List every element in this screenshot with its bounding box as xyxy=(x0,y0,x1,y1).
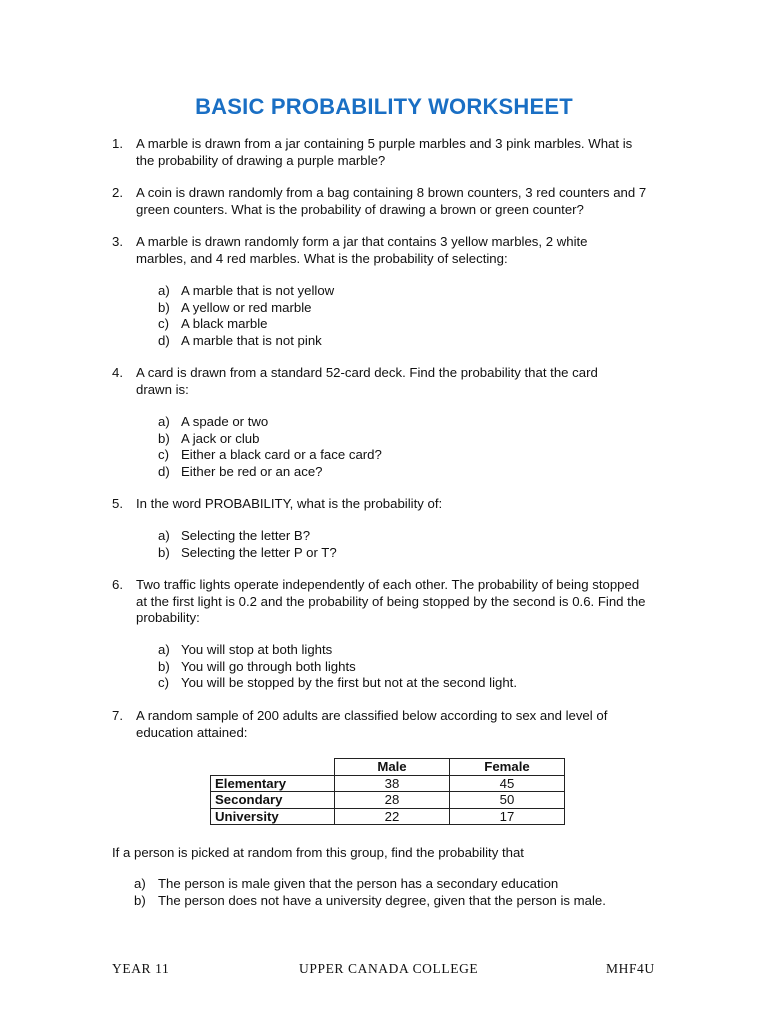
list-item: c) A black marble xyxy=(158,316,268,331)
followup-text: If a person is picked at random from this group, find the probability that xyxy=(112,845,524,860)
list-item: a) A spade or two xyxy=(158,414,269,429)
question-number: 3. xyxy=(112,234,123,249)
table-header-blank xyxy=(211,759,335,776)
table-row xyxy=(211,775,565,792)
table-cell: 22 xyxy=(335,808,450,825)
question-1 xyxy=(112,136,652,169)
row-label: Secondary xyxy=(211,792,335,809)
question-5-options xyxy=(158,528,678,561)
question-text: A marble is drawn from a jar containing 5 purple marbles and 3 pink marbles. What is the probability of drawing a purple marble? xyxy=(136,136,633,168)
question-number: 2. xyxy=(112,185,123,200)
list-item: a) The person is male given that the person has a secondary education xyxy=(134,876,559,891)
question-5 xyxy=(112,496,652,513)
question-4-options xyxy=(158,414,678,480)
list-item: a) You will stop at both lights xyxy=(158,642,333,657)
row-label: Elementary xyxy=(211,775,335,792)
table-cell: 28 xyxy=(335,792,450,809)
question-number: 6. xyxy=(112,577,123,592)
list-item: b) Selecting the letter P or T? xyxy=(158,544,337,560)
question-6 xyxy=(112,577,652,627)
question-6-options xyxy=(158,642,678,692)
list-item: b) You will go through both lights xyxy=(158,658,356,674)
footer-center: UPPER CANADA COLLEGE xyxy=(299,961,479,976)
table-row xyxy=(211,808,565,825)
list-item: a) Selecting the letter B? xyxy=(158,528,311,543)
question-text: Two traffic lights operate independently of each other. The probability of being stopped at the first light is 0.2 and the probability of being stopped by the second is 0.6. Find the probability: xyxy=(136,577,646,625)
question-number: 7. xyxy=(112,708,123,723)
question-number: 1. xyxy=(112,136,123,151)
question-3-options xyxy=(158,283,678,349)
table-row xyxy=(211,792,565,809)
table-header-row xyxy=(211,759,565,776)
question-3 xyxy=(112,234,592,267)
list-item: a) A marble that is not yellow xyxy=(158,283,335,298)
question-text: In the word PROBABILITY, what is the probability of: xyxy=(136,496,443,511)
question-number: 5. xyxy=(112,496,123,511)
list-item: c) Either a black card or a face card? xyxy=(158,447,382,462)
question-4 xyxy=(112,365,627,398)
question-2 xyxy=(112,185,657,218)
list-item: d) A marble that is not pink xyxy=(158,332,322,348)
page-title: BASIC PROBABILITY WORKSHEET xyxy=(195,94,573,119)
list-item: d) Either be red or an ace? xyxy=(158,463,323,479)
table-cell: 50 xyxy=(450,792,565,809)
question-text: A card is drawn from a standard 52-card deck. Find the probability that the card drawn is: xyxy=(136,365,598,397)
table-header-male: Male xyxy=(335,759,450,776)
list-item: b) A yellow or red marble xyxy=(158,299,312,315)
table-cell: 38 xyxy=(335,775,450,792)
question-7 xyxy=(112,708,637,741)
question-text: A coin is drawn randomly from a bag containing 8 brown counters, 3 red counters and 7 green counters. What is the probability of drawing a brown or green counter? xyxy=(136,185,647,217)
table-cell: 45 xyxy=(450,775,565,792)
list-item: b) A jack or club xyxy=(158,430,260,446)
question-number: 4. xyxy=(112,365,123,380)
list-item: c) You will be stopped by the first but not at the second light. xyxy=(158,675,518,690)
education-table xyxy=(210,758,565,825)
footer-right: MHF4U xyxy=(606,961,655,976)
question-text: A random sample of 200 adults are classified below according to sex and level of education attained: xyxy=(136,708,608,740)
list-item: b) The person does not have a university degree, given that the person is male. xyxy=(134,892,606,908)
table-header-female: Female xyxy=(450,759,565,776)
footer-left: YEAR 11 xyxy=(112,961,170,976)
question-text: A marble is drawn randomly form a jar that contains 3 yellow marbles, 2 white marbles, and 4 red marbles. What is the probability of selecting: xyxy=(136,234,588,266)
row-label: University xyxy=(211,808,335,825)
table-cell: 17 xyxy=(450,808,565,825)
followup-options xyxy=(134,876,694,909)
